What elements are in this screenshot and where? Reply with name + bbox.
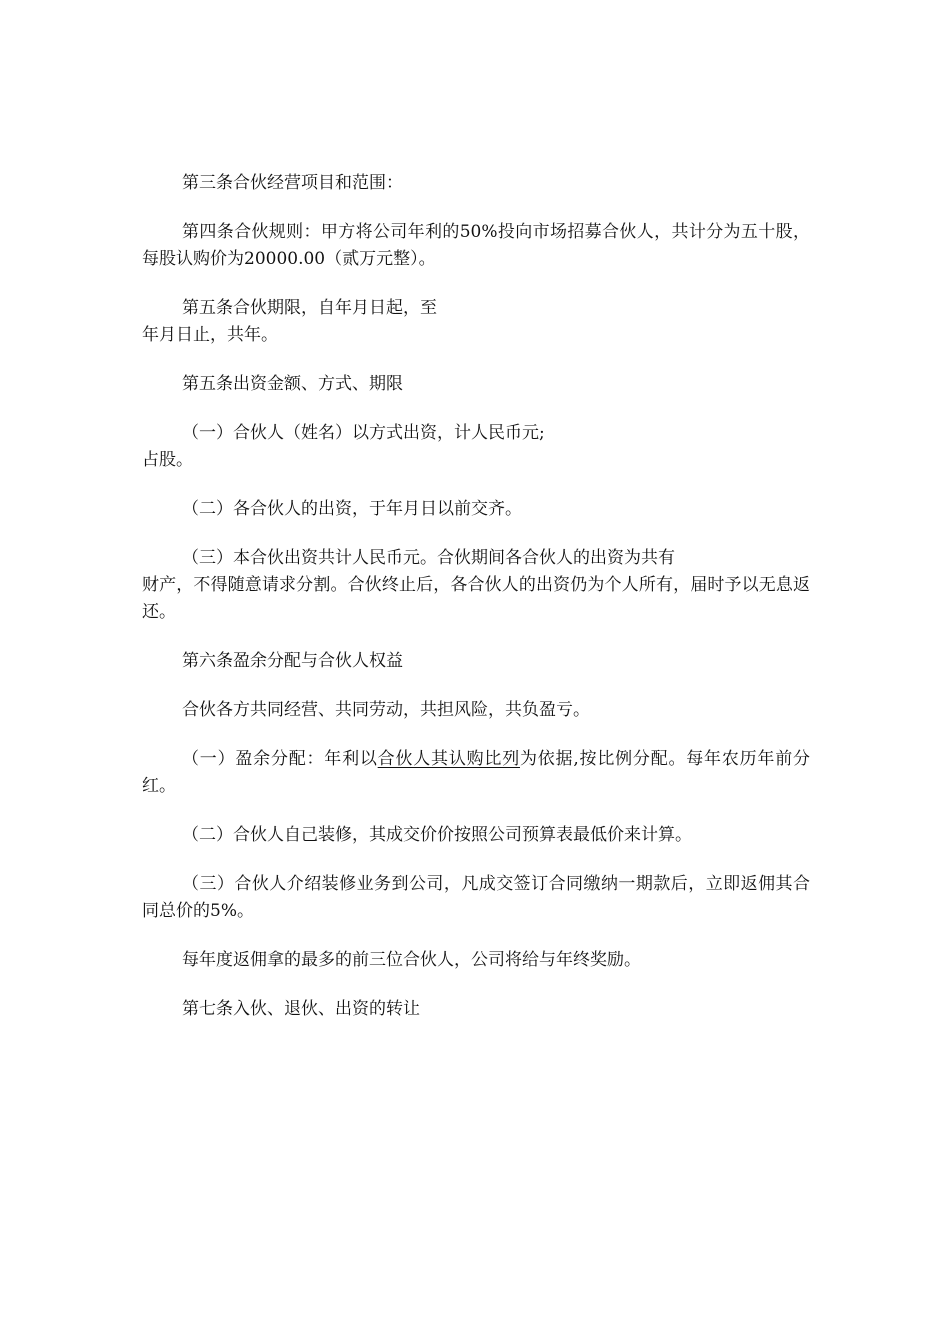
- document-body: [142, 170, 810, 1045]
- profit-item-1-text-a: （一）盈余分配：年利以: [182, 749, 378, 769]
- article-7: 第七条入伙、退伙、出资的转让: [182, 999, 420, 1019]
- article-5-term-line1: 第五条合伙期限，自年月日起，至: [182, 298, 437, 318]
- profit-item-3: （三）合伙人介绍装修业务到公司，凡成交签订合同缴纳一期款后，立即返佣其合同总价的5%。: [142, 874, 810, 921]
- article-5-contribution: 第五条出资金额、方式、期限: [182, 374, 403, 394]
- profit-item-2: （二）合伙人自己装修，其成交价价按照公司预算表最低价来计算。: [182, 825, 692, 845]
- profit-item-1: [142, 746, 810, 800]
- profit-item-1-text-b: 为依据,按比例分配。每年农历年前分红。: [142, 749, 811, 796]
- contribution-item-1: [142, 420, 810, 474]
- contribution-item-3-line1: （三）本合伙出资共计人民币元。合伙期间各合伙人的出资为共有: [182, 548, 675, 568]
- article-4: 第四条合伙规则：甲方将公司年利的50%投向市场招募合伙人，共计分为五十股，每股认购价为20000.00（贰万元整）。: [142, 222, 810, 269]
- article-5-term: [142, 295, 810, 349]
- article-3: 第三条合伙经营项目和范围：: [182, 173, 403, 193]
- article-6: 第六条盈余分配与合伙人权益: [182, 651, 403, 671]
- annual-bonus: 每年度返佣拿的最多的前三位合伙人，公司将给与年终奖励。: [182, 950, 641, 970]
- article-5-term-line2: 年月日止，共年。: [142, 325, 278, 345]
- contribution-item-3-line2: 财产，不得随意请求分割。合伙终止后，各合伙人的出资仍为个人所有，届时予以无息返还。: [142, 575, 810, 622]
- contribution-item-1-line2: 占股。: [142, 450, 193, 470]
- contribution-item-3: [142, 545, 810, 626]
- contribution-item-1-line1: （一）合伙人（姓名）以方式出资，计人民币元;: [182, 423, 545, 443]
- profit-item-1-underlined: 合伙人其认购比列: [377, 749, 520, 769]
- contribution-item-2: （二）各合伙人的出资，于年月日以前交齐。: [182, 499, 522, 519]
- article-6-intro: 合伙各方共同经营、共同劳动，共担风险，共负盈亏。: [182, 700, 590, 720]
